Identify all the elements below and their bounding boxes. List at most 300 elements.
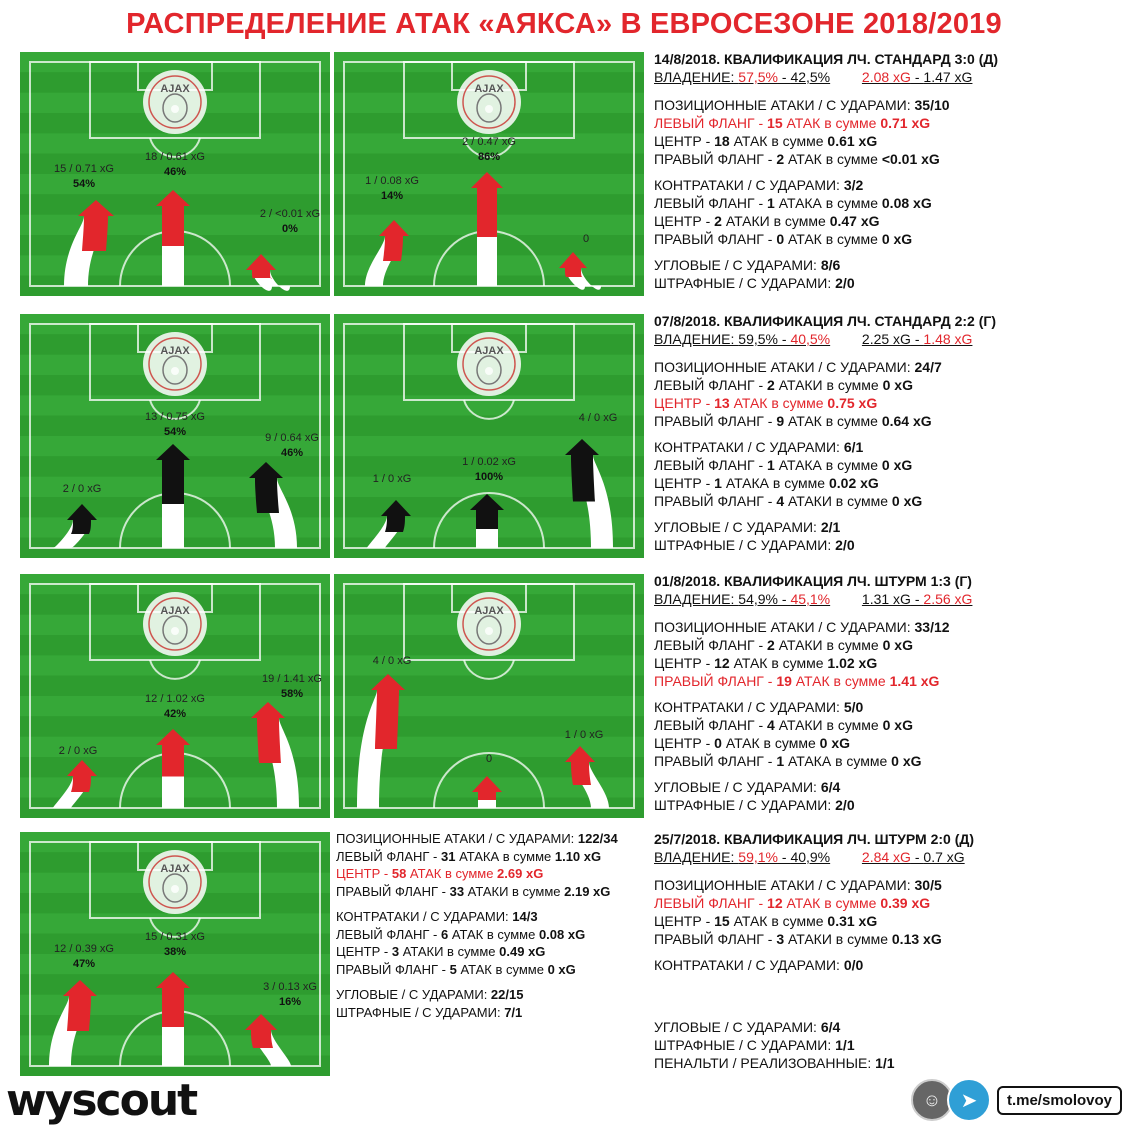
arrow-body-1	[383, 236, 403, 261]
value: 1	[714, 475, 722, 491]
value: 30/5	[914, 877, 942, 893]
sep: -	[777, 849, 791, 865]
pitch-stripe	[334, 436, 644, 456]
c-center-row	[654, 474, 996, 492]
value: 0 xG	[882, 377, 913, 393]
label: ЦЕНТР -	[654, 395, 715, 411]
arrow-pct-3: 46%	[280, 447, 304, 459]
label: АТАК в сумме	[729, 133, 828, 149]
value: 33	[449, 883, 465, 899]
sep: -	[777, 69, 791, 85]
arrow-label-1: 1 / 0.08 xG	[365, 175, 419, 187]
counter-row	[654, 176, 998, 194]
label: УГЛОВЫЕ / С УДАРАМИ:	[654, 1019, 821, 1035]
pitch-m2-pos	[20, 314, 330, 558]
arrow-body-2	[477, 188, 497, 237]
value: 0/0	[843, 957, 864, 973]
arrow-body-1	[385, 516, 405, 532]
center-row	[654, 132, 998, 150]
value: 1.10 xG	[554, 848, 602, 864]
corners-row	[654, 778, 972, 796]
label: ЛЕВЫЙ ФЛАНГ -	[654, 195, 768, 211]
label: ПРАВЫЙ ФЛАНГ -	[654, 413, 777, 429]
c-right-row	[654, 492, 996, 510]
value: 58	[391, 866, 407, 881]
xg	[862, 331, 973, 347]
center-row	[654, 912, 974, 930]
value: 3	[391, 944, 400, 959]
value: 8/6	[820, 257, 841, 273]
value: 1.41 xG	[889, 673, 940, 689]
ajax-crest-text: AJAX	[160, 605, 190, 617]
arrow-body-2	[162, 745, 184, 777]
label: УГЛОВЫЕ / С УДАРАМИ:	[654, 257, 821, 273]
label: АТАК в сумме	[406, 866, 498, 881]
counter-row	[654, 438, 996, 456]
arrow-label-1: 1 / 0 xG	[372, 473, 412, 485]
value: 0 xG	[882, 637, 913, 653]
label: ШТРАФНЫЕ / С УДАРАМИ:	[654, 1037, 836, 1053]
label: ПРАВЫЙ ФЛАНГ -	[336, 961, 450, 977]
value: 0 xG	[547, 961, 576, 977]
arrow-label-3: 2 / <0.01 xG	[259, 208, 321, 220]
possession-opp: 40,9%	[790, 849, 831, 865]
label: КОНТРАТАКИ / С УДАРАМИ:	[654, 699, 844, 715]
label: ЦЕНТР -	[654, 913, 715, 929]
arrow-pct-3: 0%	[282, 223, 298, 235]
value: 4	[767, 717, 775, 733]
arrow-body-3	[251, 1030, 273, 1048]
label: ПРАВЫЙ ФЛАНГ -	[654, 673, 777, 689]
telegram-handle[interactable]: t.me/smolovoy	[997, 1086, 1122, 1115]
value: 6/4	[820, 779, 841, 795]
value: 35/10	[914, 97, 950, 113]
pitch-m1-cnt	[334, 52, 644, 296]
arrow-tail-2	[162, 246, 184, 286]
arrow-label-2: 15 / 0.31 xG	[145, 931, 205, 943]
value: 2/0	[835, 275, 855, 291]
center-row	[654, 654, 972, 672]
label: АТАК в сумме	[456, 961, 548, 977]
label: АТАКИ в сумме	[774, 717, 883, 733]
arrow-pct-2: 100%	[474, 471, 504, 483]
label: АТАК в сумме	[784, 151, 882, 167]
value: 2/0	[835, 537, 855, 553]
counter-row	[654, 698, 972, 716]
value: 7/1	[504, 1004, 523, 1020]
xg-ajax: 2.84 xG	[861, 849, 911, 865]
label: ЦЕНТР -	[336, 944, 392, 959]
possession	[654, 849, 830, 865]
arrow-label-2: 0	[485, 753, 493, 765]
xg-opp: 2.56 xG	[923, 591, 973, 607]
value: 0.47 xG	[829, 213, 880, 229]
label: ЛЕВЫЙ ФЛАНГ -	[654, 457, 768, 473]
arrow-pct-2: 54%	[163, 426, 187, 438]
possession-row	[654, 68, 998, 88]
value: 0 xG	[882, 717, 913, 733]
value: 0.31 xG	[827, 913, 878, 929]
label: ПОЗИЦИОННЫЕ АТАКИ / С УДАРАМИ:	[654, 877, 915, 893]
possession-label: ВЛАДЕНИЕ:	[654, 331, 739, 347]
label: АТАК в сумме	[721, 735, 820, 751]
left-row	[654, 894, 974, 912]
label: АТАКА в сумме	[784, 753, 892, 769]
value: 0	[776, 231, 785, 247]
arrow-tail-2	[162, 1027, 184, 1066]
possession-opp: 42,5%	[790, 69, 831, 85]
label: АТАКА в сумме	[774, 457, 882, 473]
pens-row	[654, 1054, 974, 1072]
match-info-4	[654, 830, 974, 1072]
possession	[654, 331, 830, 347]
ajax-crest	[457, 70, 521, 134]
label: ПРАВЫЙ ФЛАНГ -	[654, 753, 777, 769]
arrow-body-2	[478, 792, 496, 800]
label: ПОЗИЦИОННЫЕ АТАКИ / С УДАРАМИ:	[336, 831, 578, 846]
label: АТАК в сумме	[782, 115, 881, 131]
value: 6/4	[820, 1019, 841, 1035]
value: 2.19 xG	[564, 883, 611, 899]
arrow-label-3: 19 / 1.41 xG	[262, 673, 322, 685]
sep: -	[910, 331, 924, 347]
arrow-pct-1: 47%	[72, 958, 96, 970]
possession-row	[654, 330, 996, 350]
arrow-tail-2	[162, 504, 184, 548]
arrow-body-2	[162, 460, 184, 504]
free-row	[654, 1036, 974, 1054]
free-row	[654, 536, 996, 554]
c-right-row	[654, 752, 972, 770]
value: 0.39 xG	[880, 895, 931, 911]
author-brand[interactable]	[911, 1080, 1122, 1120]
label: КОНТРАТАКИ / С УДАРАМИ:	[654, 439, 844, 455]
value: 12	[767, 895, 783, 911]
label: ПОЗИЦИОННЫЕ АТАКИ / С УДАРАМИ:	[654, 359, 915, 375]
value: 0	[714, 735, 722, 751]
possession-row	[654, 590, 972, 610]
possession-opp: 40,5%	[790, 331, 831, 347]
arrow-body-3	[571, 762, 591, 785]
arrow-body-3	[565, 268, 583, 277]
pitch-svg	[20, 314, 330, 558]
arrow-label-1: 12 / 0.39 xG	[54, 943, 114, 955]
arrow-body-1	[375, 690, 399, 749]
arrow-pct-1: 54%	[72, 178, 96, 190]
c-center-row	[336, 943, 618, 961]
value: 2.69 xG	[497, 866, 544, 881]
label: ПРАВЫЙ ФЛАНГ -	[654, 231, 777, 247]
arrow-label-3: 1 / 0 xG	[564, 729, 604, 741]
arrow-tail-2	[477, 237, 497, 286]
sep: -	[777, 591, 791, 607]
possession-label: ВЛАДЕНИЕ:	[654, 69, 739, 85]
pitch-total	[20, 832, 330, 1076]
arrow-body-1	[67, 996, 91, 1031]
c-left-row	[654, 456, 996, 474]
label: ЛЕВЫЙ ФЛАНГ -	[336, 848, 441, 864]
value: 1	[776, 753, 785, 769]
possession-label: ВЛАДЕНИЕ:	[654, 849, 739, 865]
right-row	[336, 883, 618, 901]
counter-row	[336, 908, 618, 926]
corners-row	[654, 256, 998, 274]
xg-opp: 1.47 xG	[923, 69, 973, 85]
label: УГЛОВЫЕ / С УДАРАМИ:	[654, 779, 821, 795]
arrow-pct-2: 42%	[163, 708, 187, 720]
label: АТАК в сумме	[729, 913, 828, 929]
right-row	[654, 930, 974, 948]
arrow-body-2	[162, 206, 184, 246]
label: АТАК в сумме	[784, 231, 882, 247]
value: 0.08 xG	[881, 195, 932, 211]
label: АТАК в сумме	[784, 413, 882, 429]
value: 4	[776, 493, 785, 509]
paper-plane-icon: ➤	[947, 1078, 991, 1122]
arrow-pct-2: 86%	[477, 151, 501, 163]
value: 6	[440, 926, 449, 942]
label: КОНТРАТАКИ / С УДАРАМИ:	[336, 909, 513, 924]
arrow-label-2: 18 / 0.61 xG	[145, 151, 205, 163]
label: ЦЕНТР -	[654, 133, 715, 149]
arrow-body-1	[71, 776, 91, 792]
match-header: 07/8/2018. КВАЛИФИКАЦИЯ ЛЧ. СТАНДАРД 2:2 (Г)	[654, 313, 996, 329]
possession	[654, 69, 830, 85]
value: 1	[767, 457, 775, 473]
person-icon: ☺	[911, 1079, 953, 1121]
sep: -	[910, 849, 924, 865]
positional-row	[654, 876, 974, 894]
value: <0.01 xG	[881, 151, 940, 167]
center-row	[336, 865, 618, 883]
arrow-tail-2	[162, 777, 184, 809]
c-left-row	[654, 716, 972, 734]
page-title: РАСПРЕДЕЛЕНИЕ АТАК «АЯКСА» В ЕВРОСЕЗОНЕ 2018/2019	[126, 8, 1002, 40]
pitch-svg	[20, 52, 330, 296]
value: 1/1	[835, 1037, 855, 1053]
label: ЛЕВЫЙ ФЛАНГ -	[654, 895, 768, 911]
value: 0.08 xG	[538, 926, 586, 942]
value: 2/0	[835, 797, 855, 813]
label: УГЛОВЫЕ / С УДАРАМИ:	[336, 987, 491, 1002]
c-left-row	[654, 194, 998, 212]
value: 15	[714, 913, 730, 929]
value: 0.71 xG	[880, 115, 931, 131]
ajax-crest	[143, 850, 207, 914]
label: ЦЕНТР -	[654, 213, 715, 229]
c-right-row	[336, 961, 618, 979]
label: КОНТРАТАКИ / С УДАРАМИ:	[654, 177, 844, 193]
value: 122/34	[577, 831, 618, 846]
sep: -	[910, 591, 924, 607]
label: АТАК в сумме	[791, 673, 890, 689]
positional-row	[654, 618, 972, 636]
right-row	[654, 150, 998, 168]
label: ПЕНАЛЬТИ / РЕАЛИЗОВАННЫЕ:	[654, 1055, 876, 1071]
label: ЦЕНТР -	[654, 655, 715, 671]
label: АТАКА в сумме	[721, 475, 829, 491]
season-summary	[336, 830, 618, 1021]
c-right-row	[654, 230, 998, 248]
label: АТАК в сумме	[729, 395, 828, 411]
ajax-crest	[143, 332, 207, 396]
ajax-crest	[457, 332, 521, 396]
value: 2	[776, 151, 785, 167]
right-row	[654, 672, 972, 690]
arrow-body-3	[255, 478, 279, 513]
label: ШТРАФНЫЕ / С УДАРАМИ:	[654, 275, 836, 291]
label: АТАКА в сумме	[774, 195, 882, 211]
free-row	[654, 274, 998, 292]
pitch-m1-pos	[20, 52, 330, 296]
label: УГЛОВЫЕ / С УДАРАМИ:	[654, 519, 821, 535]
value: 24/7	[914, 359, 942, 375]
arrow-body-3	[257, 718, 281, 763]
ajax-crest-text: AJAX	[474, 345, 504, 357]
pitch-svg	[334, 574, 644, 818]
value: 0 xG	[891, 493, 923, 509]
arrow-label-1: 4 / 0 xG	[372, 655, 412, 667]
arrow-label-3: 4 / 0 xG	[578, 412, 618, 424]
value: 14/3	[512, 909, 538, 924]
ajax-crest-text: AJAX	[160, 345, 190, 357]
value: 0 xG	[881, 231, 913, 247]
value: 0.75 xG	[827, 395, 878, 411]
pitch-m2-cnt	[334, 314, 644, 558]
value: 0 xG	[891, 753, 922, 769]
pitch-svg	[334, 314, 644, 558]
label: ПРАВЫЙ ФЛАНГ -	[336, 883, 450, 899]
value: 15	[767, 115, 783, 131]
free-row	[654, 796, 972, 814]
arrow-label-2: 12 / 1.02 xG	[145, 693, 205, 705]
value: 12	[714, 655, 730, 671]
label: ШТРАФНЫЕ / С УДАРАМИ:	[654, 797, 836, 813]
value: 5	[449, 961, 457, 977]
left-row	[654, 376, 996, 394]
value: 2	[714, 213, 722, 229]
label: АТАКИ в сумме	[399, 944, 500, 959]
value: 5/0	[843, 699, 864, 715]
possession-ajax: 59,5%	[738, 331, 778, 347]
right-row	[654, 412, 996, 430]
wyscout-logo: wyscout	[6, 1075, 197, 1126]
xg-ajax: 1.31 xG	[861, 591, 911, 607]
pitch-svg	[20, 832, 330, 1076]
label: ПРАВЫЙ ФЛАНГ -	[654, 931, 777, 947]
value: 3/2	[843, 177, 864, 193]
value: 0 xG	[819, 735, 850, 751]
pitch-m3-pos	[20, 574, 330, 818]
value: 0.64 xG	[881, 413, 932, 429]
value: 3	[776, 931, 785, 947]
label: ПОЗИЦИОННЫЕ АТАКИ / С УДАРАМИ:	[654, 97, 915, 113]
label: АТАКИ в сумме	[721, 213, 830, 229]
sep: -	[910, 69, 924, 85]
label: АТАК в сумме	[729, 655, 828, 671]
xg	[862, 591, 973, 607]
left-row	[654, 636, 972, 654]
value: 18	[714, 133, 730, 149]
arrow-label-2: 1 / 0.02 xG	[462, 456, 516, 468]
arrow-pct-2: 46%	[163, 166, 187, 178]
ajax-crest	[143, 592, 207, 656]
value: 2	[767, 377, 775, 393]
arrow-label-3: 0	[582, 233, 590, 245]
ajax-crest-text: AJAX	[160, 863, 190, 875]
corners-row	[654, 518, 996, 536]
possession-ajax: 59,1%	[738, 849, 778, 865]
value: 2/1	[820, 519, 841, 535]
label: ЦЕНТР -	[336, 866, 392, 881]
positional-row	[654, 358, 996, 376]
arrow-label-1: 2 / 0 xG	[58, 745, 98, 757]
sep: -	[777, 331, 791, 347]
label: ЦЕНТР -	[654, 735, 715, 751]
ajax-crest-text: AJAX	[474, 605, 504, 617]
ajax-crest	[457, 592, 521, 656]
label: ЛЕВЫЙ ФЛАНГ -	[336, 926, 441, 942]
label: ЛЕВЫЙ ФЛАНГ -	[654, 115, 768, 131]
match-header: 25/7/2018. КВАЛИФИКАЦИЯ ЛЧ. ШТУРМ 2:0 (Д)	[654, 831, 974, 847]
label: ЛЕВЫЙ ФЛАНГ -	[654, 717, 768, 733]
label: ПОЗИЦИОННЫЕ АТАКИ / С УДАРАМИ:	[654, 619, 915, 635]
label: АТАК в сумме	[782, 895, 881, 911]
pitch-svg	[334, 52, 644, 296]
value: 13	[714, 395, 730, 411]
match-info-3	[654, 572, 972, 814]
xg-opp: 1.48 xG	[923, 331, 973, 347]
match-info-1	[654, 50, 998, 292]
arrow-body-3	[571, 455, 595, 502]
xg	[862, 69, 973, 85]
possession	[654, 591, 830, 607]
arrow-pct-3: 58%	[280, 688, 304, 700]
value: 0.13 xG	[891, 931, 942, 947]
arrow-tail-2	[478, 800, 496, 808]
label: ЛЕВЫЙ ФЛАНГ -	[654, 377, 768, 393]
arrow-body-2	[162, 988, 184, 1027]
arrow-label-3: 9 / 0.64 xG	[265, 432, 319, 444]
c-center-row	[654, 734, 972, 752]
value: 6/1	[843, 439, 864, 455]
pitch-m3-cnt	[334, 574, 644, 818]
label: ЛЕВЫЙ ФЛАНГ -	[654, 637, 768, 653]
c-center-row	[654, 212, 998, 230]
match-info-2	[654, 312, 996, 554]
value: 22/15	[490, 987, 524, 1002]
left-row	[336, 848, 618, 866]
positional-row	[654, 96, 998, 114]
xg-opp: 0.7 xG	[923, 849, 965, 865]
xg-ajax: 2.08 xG	[861, 69, 911, 85]
match-header: 14/8/2018. КВАЛИФИКАЦИЯ ЛЧ. СТАНДАРД 3:0 (Д)	[654, 51, 999, 67]
c-left-row	[336, 926, 618, 944]
label: АТАКИ в сумме	[464, 883, 565, 899]
arrow-pct-1: 14%	[380, 190, 404, 202]
arrow-body-2	[476, 510, 498, 529]
arrow-tail-2	[476, 529, 498, 548]
left-row	[654, 114, 998, 132]
value: 1/1	[875, 1055, 895, 1071]
value: 9	[776, 413, 785, 429]
pitch-svg	[20, 574, 330, 818]
value: 0.61 xG	[827, 133, 878, 149]
ajax-crest-text: AJAX	[474, 83, 504, 95]
arrow-body-1	[82, 216, 108, 251]
label: ПРАВЫЙ ФЛАНГ -	[654, 151, 777, 167]
value: 33/12	[914, 619, 950, 635]
